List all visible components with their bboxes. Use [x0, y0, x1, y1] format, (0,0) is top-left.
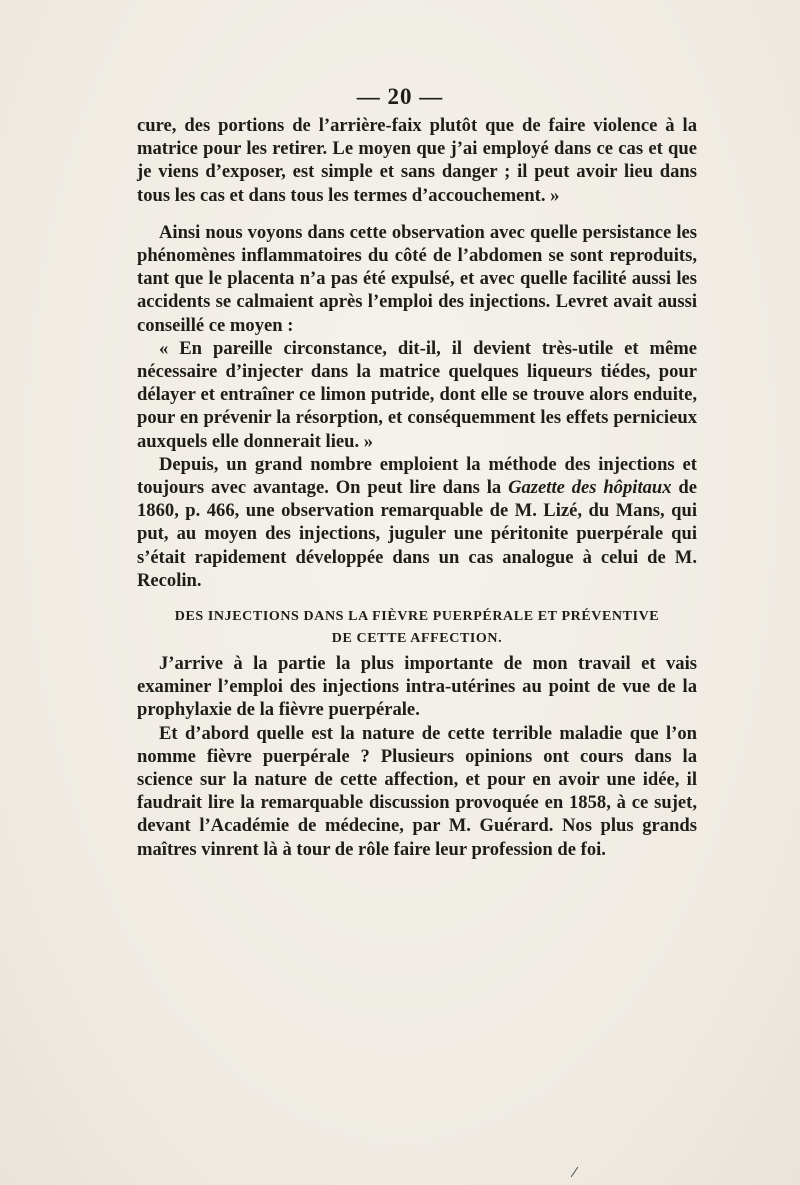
- paragraph-observation: Ainsi nous voyons dans cette observation avec quelle persistance les phénomènes inflammatoires du côté de l’abdomen se sont reproduits, tant que le placenta n’a pas été expulsé, et avec quelle facilité aussi les accidents se calmaient après l’emploi des injections. Levret avait aussi conseillé ce moyen :: [137, 221, 697, 336]
- body-text: [137, 114, 697, 861]
- paragraph-intro-prophylaxis: J’arrive à la partie la plus importante de mon travail et vais examiner l’emploi des injections intra-utérines au point de vue de la prophylaxie de la fièvre puerpérale.: [137, 653, 697, 721]
- paragraph-nature-fever: Et d’abord quelle est la nature de cette terrible maladie que l’on nomme fièvre puerpérale ? Plusieurs opinions ont cours dans la science sur la nature de cette affection, et pour en avoir une idée, il faudrait lire la remarquable discussion provoquée en 1858, à ce sujet, devant l’Académie de médecine, par M. Guérard. Nos plus grands maîtres vinrent là à tour de rôle faire leur profession de foi.: [137, 722, 697, 860]
- page-number: — 20 —: [356, 84, 444, 109]
- paragraph-quote-end: cure, des portions de l’arrière-faix plutôt que de faire violence à la matrice pour les retirer. Le moyen que j’ai employé dans ce cas et que je viens d’exposer, est simple et sans danger ; il peut avoir lieu dans tous les cas et dans tous les termes d’accouchement. »: [137, 115, 697, 206]
- pencil-mark: [571, 1167, 579, 1177]
- section-heading-line2: DE CETTE AFFECTION.: [331, 631, 503, 647]
- section-heading: [137, 606, 697, 650]
- section-heading-line1: DES INJECTIONS DANS LA FIÈVRE PUERPÉRALE ET PRÉVENTIVE: [174, 609, 660, 625]
- gazette-text-before: Depuis, un grand nombre emploient la méthode des injections et toujours avec avantage. On peut lire dans la: [137, 453, 697, 499]
- gazette-text-after: de 1860, p. 466, une observation remarquable de M. Lizé, du Mans, qui put, au moyen des injections, juguler une péritonite puerpérale qui s’était rapidement développée dans un cas analogue à celui de M. Recolin.: [137, 477, 697, 591]
- gazette-title: Gazette des hôpitaux: [508, 477, 672, 499]
- paragraph-gazette: [137, 453, 697, 592]
- paragraph-levret-quote: « En pareille circonstance, dit-il, il devient très-utile et même nécessaire d’injecter dans la matrice quelques liqueurs tiédes, pour délayer et entraîner ce limon putride, dont elle se trouve alors enduite, pour en prévenir la résorption, et conséquemment les effets pernicieux auxquels elle donnerait lieu. »: [137, 337, 697, 452]
